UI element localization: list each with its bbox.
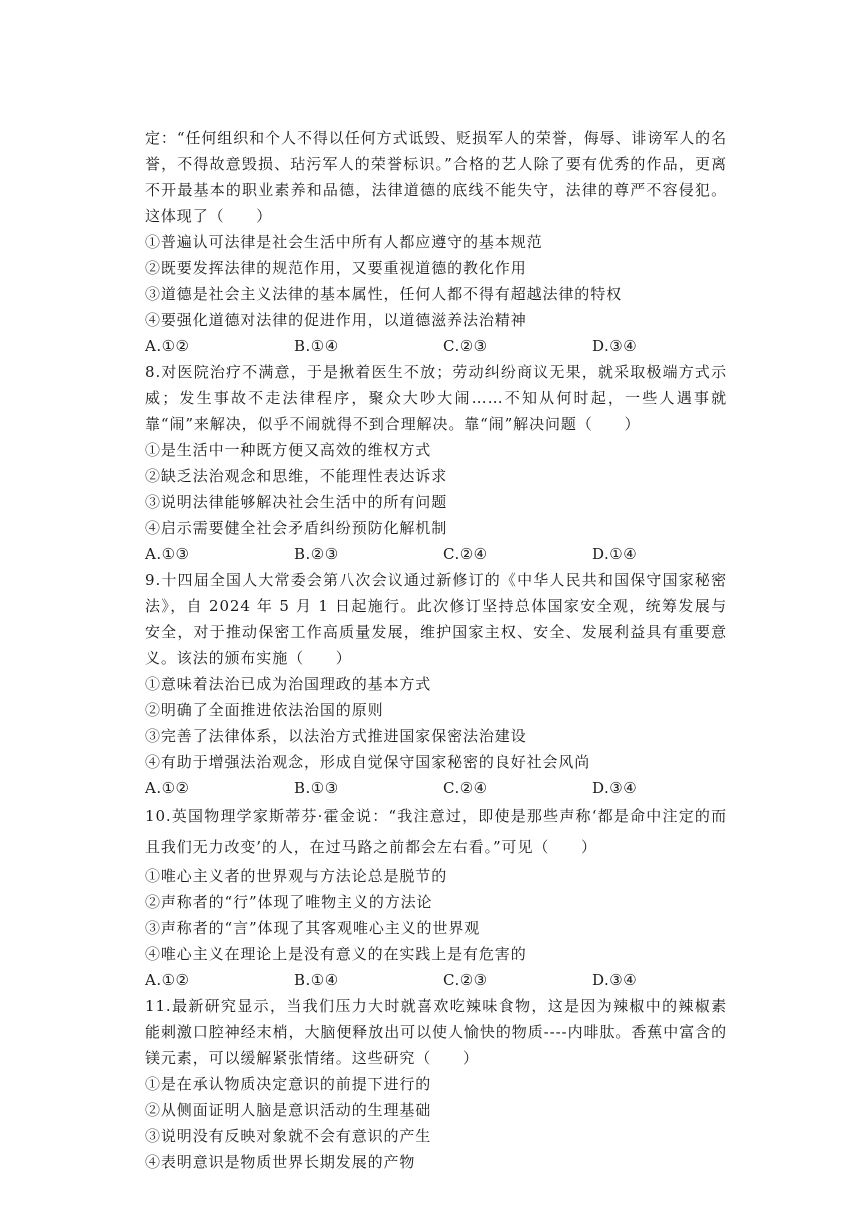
question-7-item-4: ④要强化道德对法律的促进作用，以道德滋养法治精神 [145, 311, 527, 329]
question-8-option-b: B.②③ [294, 545, 339, 563]
question-7-item-1: ①普遍认可法律是社会生活中所有人都应遵守的基本规范 [145, 233, 543, 251]
question-9-item-1: ①意味着法治已成为治国理政的基本方式 [145, 675, 432, 693]
question-10-option-a: A.①② [145, 971, 190, 989]
question-10 [145, 801, 727, 993]
question-9-option-d: D.③④ [592, 779, 638, 797]
question-7-item-3: ③道德是社会主义法律的基本属性，任何人都不得有超越法律的特权 [145, 285, 623, 303]
question-7-option-a: A.①② [145, 337, 190, 355]
exam-page [145, 0, 727, 1175]
question-11 [145, 993, 727, 1175]
question-7-options [145, 333, 727, 359]
question-7-option-b: B.①④ [294, 337, 339, 355]
question-11-stem: 11.最新研究显示，当我们压力大时就喜欢吃辣味食物，这是因为辣椒中的辣椒素能刺激口腔神经末梢，大脑便释放出可以使人愉快的物质----内啡肽。香蕉中富含的镁元素，可以缓解紧张情绪。这些研究（ ） [145, 997, 727, 1067]
question-9-option-c: C.②④ [443, 779, 488, 797]
question-10-item-4: ④唯心主义在理论上是没有意义的在实践上是有危害的 [145, 945, 527, 963]
question-8-stem: 8.对医院治疗不满意，于是揪着医生不放；劳动纠纷商议无果，就采取极端方式示威；发生事故不走法律程序，聚众大吵大闹……不知从何时起，一些人遇事就靠“闹”来解决，似乎不闹就得不到合理解决。靠“闹”解决问题（ ） [145, 363, 727, 433]
question-9-item-3: ③完善了法律体系，以法治方式推进国家保密法治建设 [145, 727, 527, 745]
question-7-option-c: C.②③ [443, 337, 488, 355]
question-7-item-2: ②既要发挥法律的规范作用，又要重视道德的教化作用 [145, 259, 527, 277]
question-9-item-2: ②明确了全面推进依法治国的原则 [145, 701, 384, 719]
question-10-options [145, 967, 727, 993]
question-7 [145, 0, 727, 359]
question-7-stem: 定：“任何组织和个人不得以任何方式诋毁、贬损军人的荣誉，侮辱、诽谤军人的名誉，不得故意毁损、玷污军人的荣誉标识。”合格的艺人除了要有优秀的作品，更离不开最基本的职业素养和品德，法律道德的底线不能失守，法律的尊严不容侵犯。这体现了（ ） [145, 129, 727, 225]
question-11-item-1: ①是在承认物质决定意识的前提下进行的 [145, 1075, 432, 1093]
question-9-option-a: A.①② [145, 779, 190, 797]
question-10-stem: 10.英国物理学家斯蒂芬·霍金说：“我注意过，即使是那些声称‘都是命中注定的而且我们无力改变’的人，在过马路之前都会左右看。”可见（ ） [145, 807, 727, 856]
question-8-item-2: ②缺乏法治观念和思维，不能理性表达诉求 [145, 467, 448, 485]
question-9 [145, 567, 727, 801]
question-10-item-3: ③声称者的“言”体现了其客观唯心主义的世界观 [145, 919, 481, 937]
question-11-item-4: ④表明意识是物质世界长期发展的产物 [145, 1153, 416, 1171]
question-11-item-3: ③说明没有反映对象就不会有意识的产生 [145, 1127, 432, 1145]
question-9-options [145, 775, 727, 801]
question-7-option-d: D.③④ [592, 337, 638, 355]
question-8-option-d: D.①④ [592, 545, 638, 563]
question-8-options [145, 541, 727, 567]
question-10-option-c: C.②③ [443, 971, 488, 989]
question-8-option-a: A.①③ [145, 545, 190, 563]
question-8-option-c: C.②④ [443, 545, 488, 563]
question-10-option-d: D.③④ [592, 971, 638, 989]
question-10-option-b: B.①④ [294, 971, 339, 989]
question-8-item-1: ①是生活中一种既方便又高效的维权方式 [145, 441, 432, 459]
question-8-item-4: ④启示需要健全社会矛盾纠纷预防化解机制 [145, 519, 448, 537]
question-10-item-2: ②声称者的“行”体现了唯物主义的方法论 [145, 893, 433, 911]
question-9-stem: 9.十四届全国人大常委会第八次会议通过新修订的《中华人民共和国保守国家秘密法》，自 2024 年 5 月 1 日起施行。此次修订坚持总体国家安全观，统筹发展与安全，对于推动保密工作高质量发展，维护国家主权、安全、发展利益具有重要意义。该法的颁布实施（ ） [145, 571, 727, 667]
question-11-item-2: ②从侧面证明人脑是意识活动的生理基础 [145, 1101, 432, 1119]
question-10-item-1: ①唯心主义者的世界观与方法论总是脱节的 [145, 867, 448, 885]
question-9-item-4: ④有助于增强法治观念，形成自觉保守国家秘密的良好社会风尚 [145, 753, 591, 771]
question-8-item-3: ③说明法律能够解决社会生活中的所有问题 [145, 493, 448, 511]
question-8 [145, 359, 727, 567]
question-9-option-b: B.①③ [294, 779, 339, 797]
